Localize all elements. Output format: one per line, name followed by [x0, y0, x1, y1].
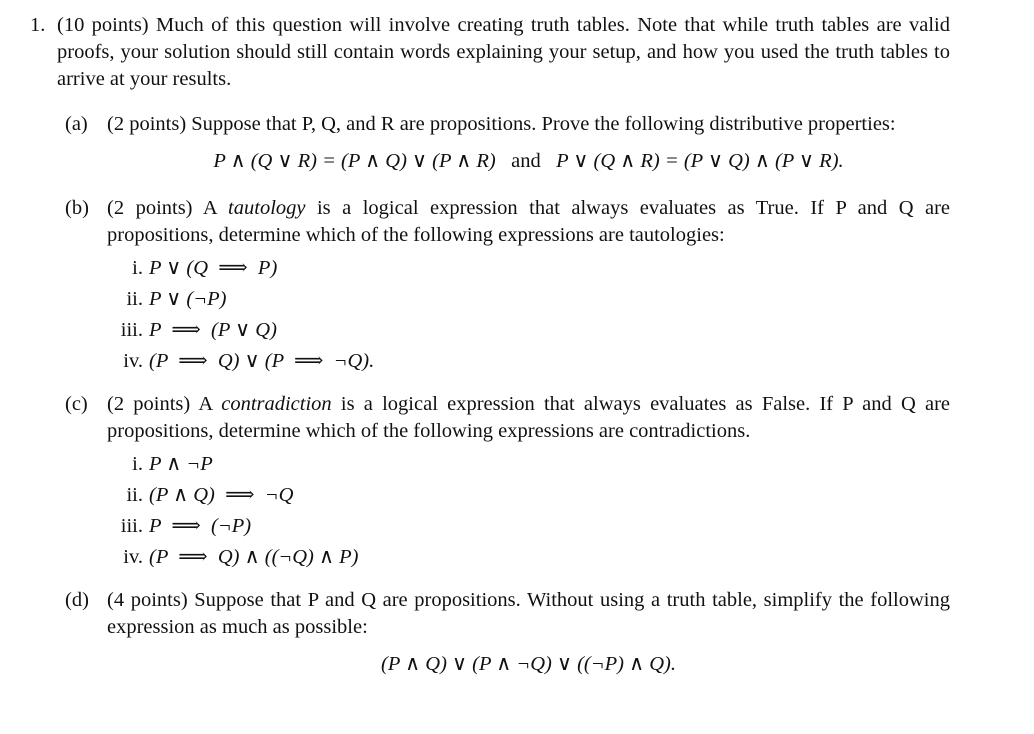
list-item [105, 480, 950, 511]
item-expression: P ⟹ (¬P) [149, 515, 252, 537]
item-label: ii. [126, 484, 143, 506]
part-a [65, 111, 950, 181]
part-b-items [105, 253, 950, 377]
contradiction-term: contradiction [221, 393, 332, 415]
list-item [105, 315, 950, 346]
tautology-term: tautology [228, 197, 306, 219]
list-item [105, 346, 950, 377]
question-number: 1. [30, 14, 46, 36]
item-label: iii. [120, 319, 143, 341]
item-label: i. [132, 453, 143, 475]
part-a-body [107, 111, 950, 181]
item-expression: (P ⟹ Q) ∧ ((¬Q) ∧ P) [149, 546, 359, 568]
part-d-label: (d) [65, 589, 89, 611]
item-expression: P ⟹ (P ∨ Q) [149, 319, 277, 341]
item-label: iii. [120, 515, 143, 537]
part-c-items [105, 449, 950, 573]
question-row [30, 12, 950, 698]
list-item [105, 253, 950, 284]
list-item [105, 449, 950, 480]
part-b-text-before: (2 points) A [107, 197, 217, 219]
item-expression: (P ∧ Q) ⟹ ¬Q [149, 484, 294, 506]
list-item [105, 511, 950, 542]
question-block [30, 12, 950, 698]
part-a-label: (a) [65, 113, 88, 135]
list-item [105, 284, 950, 315]
equation-and: and [511, 150, 541, 172]
question-body [57, 12, 950, 698]
part-b-body [107, 195, 950, 377]
distributive-equation-right: P ∨ (Q ∧ R) = (P ∨ Q) ∧ (P ∨ R). [556, 150, 844, 172]
item-label: iv. [123, 546, 143, 568]
list-item [105, 542, 950, 573]
part-c-text-after: is a logical expression that always evaluates as False. If P and Q are propositions, determine which of the following expressions are contradictions. [107, 393, 951, 442]
part-c-body [107, 391, 950, 573]
question-intro: (10 points) Much of this question will involve creating truth tables. Note that while truth tables are valid proofs, your solution should still contain words explaining your setup, and how you used the truth tables to arrive at your results. [57, 14, 950, 90]
part-d-body [107, 587, 950, 684]
item-expression: P ∧ ¬P [149, 453, 213, 475]
part-c-text-before: (2 points) A [107, 393, 212, 415]
question-parts [65, 111, 950, 684]
part-b-text-after: is a logical expression that always evaluates as True. If P and Q are propositions, determine which of the following expressions are tautologies: [107, 197, 951, 246]
part-a-text: (2 points) Suppose that P, Q, and R are propositions. Prove the following distributive properties: [107, 113, 896, 135]
part-b [65, 195, 950, 377]
part-d-equation: (P ∧ Q) ∨ (P ∧ ¬Q) ∨ ((¬P) ∧ Q). [381, 653, 676, 675]
part-d-text: (4 points) Suppose that P and Q are propositions. Without using a truth table, simplify the following expression as much as possible: [107, 589, 950, 638]
item-expression: (P ⟹ Q) ∨ (P ⟹ ¬Q). [149, 350, 375, 372]
item-expression: P ∨ (Q ⟹ P) [149, 257, 278, 279]
part-b-text [107, 195, 950, 249]
item-label: i. [132, 257, 143, 279]
part-c [65, 391, 950, 573]
item-label: iv. [123, 350, 143, 372]
item-expression: P ∨ (¬P) [149, 288, 227, 310]
distributive-equation-left: P ∧ (Q ∨ R) = (P ∧ Q) ∨ (P ∧ R) [213, 150, 496, 172]
part-d [65, 587, 950, 684]
part-c-label: (c) [65, 393, 88, 415]
item-label: ii. [126, 288, 143, 310]
part-a-equations [107, 148, 950, 175]
part-c-text [107, 391, 950, 445]
part-b-label: (b) [65, 197, 89, 219]
